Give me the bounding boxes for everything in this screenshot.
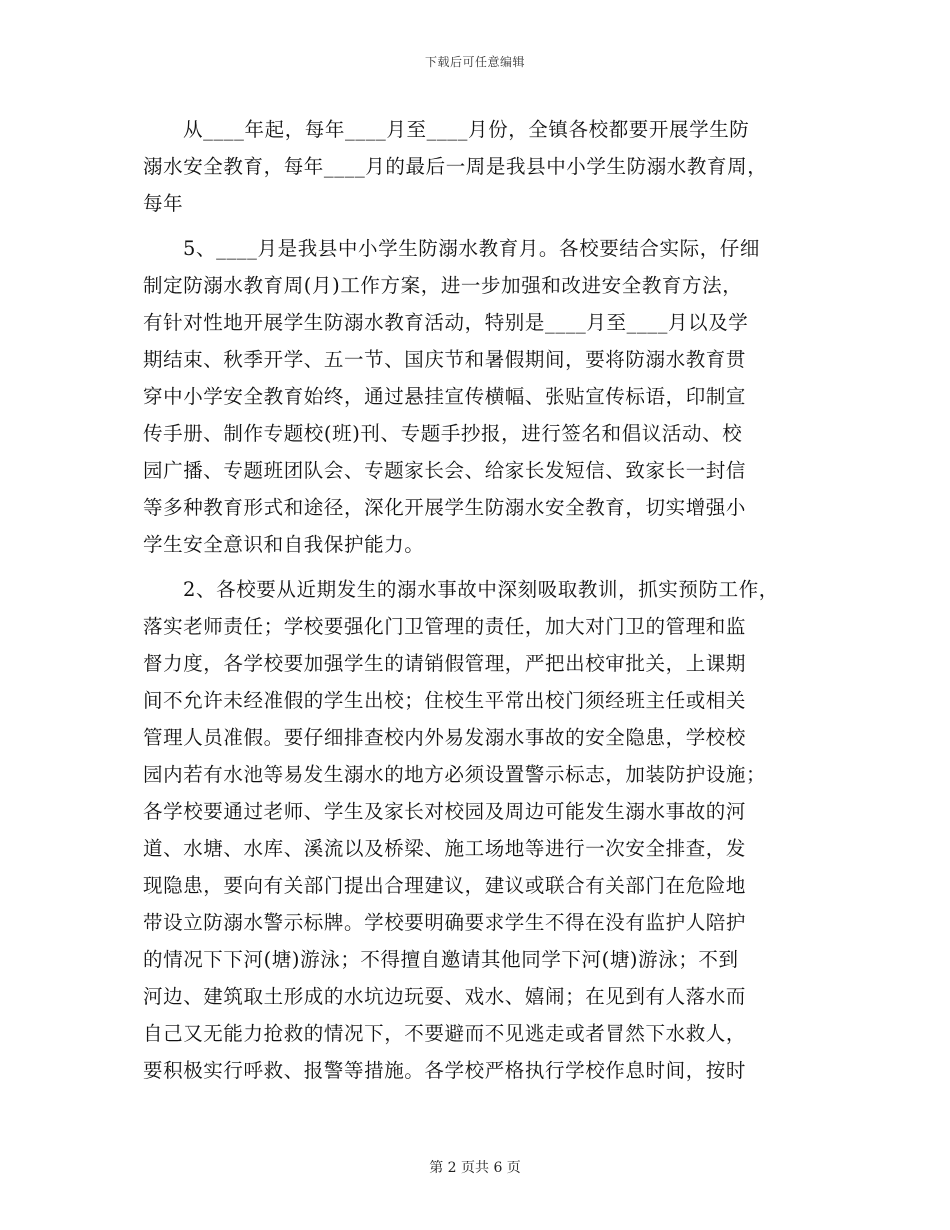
- text-line: 5、____月是我县中小学生防溺水教育月。各校要结合实际，仔细: [183, 237, 761, 260]
- text-line: 的情况下下河(塘)游泳；不得擅自邀请其他同学下河(塘)游泳；不到: [143, 948, 739, 971]
- text-line: 落实老师责任；学校要强化门卫管理的责任，加大对门卫的管理和监: [143, 615, 747, 638]
- paragraph-3: [143, 571, 823, 1089]
- text-line: 各学校要通过老师、学生及家长对校园及周边可能发生溺水事故的河: [143, 800, 747, 823]
- text-line: 2、各校要从近期发生的溺水事故中深刻吸取教训，抓实预防工作，: [183, 578, 779, 601]
- text-line: 园内若有水池等易发生溺水的地方必须设置警示标志，加装防护设施；: [143, 763, 767, 786]
- page-header: 下载后可任意编辑: [424, 55, 525, 69]
- text-line: 每年: [143, 192, 184, 215]
- text-line: 学生安全意识和自我保护能力。: [143, 533, 425, 556]
- text-line: 溺水安全教育，每年____月的最后一周是我县中小学生防溺水教育周，: [143, 155, 768, 178]
- document-body: [143, 111, 823, 1089]
- text-line: 制定防溺水教育周(月)工作方案，进一步加强和改进安全教育方法，: [143, 274, 743, 297]
- text-line: 传手册、制作专题校(班)刊、专题手抄报，进行签名和倡议活动、校: [143, 422, 743, 445]
- paragraph-gap: [143, 563, 823, 571]
- text-line: 河边、建筑取土形成的水坑边玩耍、戏水、嬉闹；在见到有人落水而: [143, 985, 747, 1008]
- text-line: 道、水塘、水库、溪流以及桥梁、施工场地等进行一次安全排查，发: [143, 837, 747, 860]
- text-line: 期结束、秋季开学、五一节、国庆节和暑假期间，要将防溺水教育贯: [143, 348, 747, 371]
- paragraph-2: [143, 230, 823, 563]
- text-line: 督力度，各学校要加强学生的请销假管理，严把出校审批关，上课期: [143, 652, 747, 675]
- text-line: 要积极实行呼救、报警等措施。各学校严格执行学校作息时间，按时: [143, 1059, 747, 1082]
- text-line: 穿中小学安全教育始终，通过悬挂宣传横幅、张贴宣传标语，印制宣: [143, 385, 747, 408]
- text-line: 现隐患，要向有关部门提出合理建议，建议或联合有关部门在危险地: [143, 874, 747, 897]
- text-line: 带设立防溺水警示标牌。学校要明确要求学生不得在没有监护人陪护: [143, 911, 747, 934]
- text-line: 等多种教育形式和途径，深化开展学生防溺水安全教育，切实增强小: [143, 496, 747, 519]
- paragraph-gap: [143, 222, 823, 230]
- page-footer: 第 2 页共 6 页: [429, 1160, 521, 1176]
- paragraph-1: [143, 111, 823, 222]
- text-line: 自己又无能力抢救的情况下，不要避而不见逃走或者冒然下水救人，: [143, 1022, 747, 1045]
- text-line: 园广播、专题班团队会、专题家长会、给家长发短信、致家长一封信: [143, 459, 747, 482]
- text-line: 从____年起，每年____月至____月份，全镇各校都要开展学生防: [183, 118, 750, 141]
- text-line: 管理人员准假。要仔细排查校内外易发溺水事故的安全隐患，学校校: [143, 726, 747, 749]
- text-line: 间不允许未经准假的学生出校；住校生平常出校门须经班主任或相关: [143, 689, 747, 712]
- text-line: 有针对性地开展学生防溺水教育活动，特别是____月至____月以及学: [143, 311, 749, 334]
